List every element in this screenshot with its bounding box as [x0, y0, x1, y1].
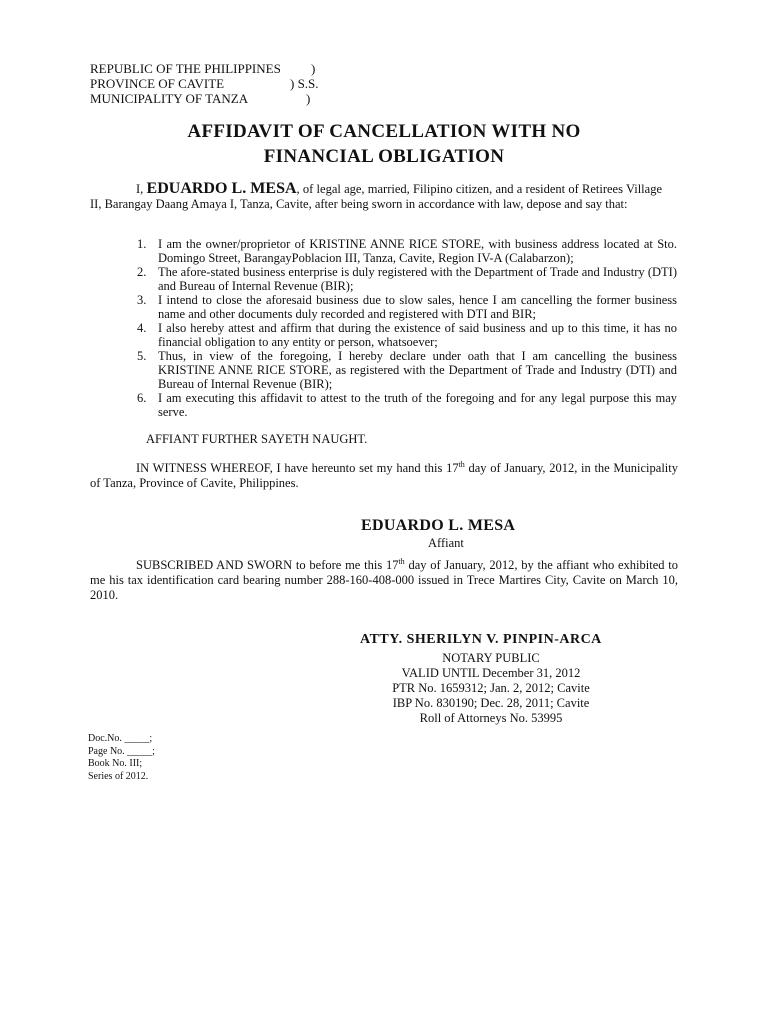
- intro-prefix: I,: [136, 182, 147, 196]
- statement-list: [131, 237, 677, 419]
- notarial-register-info: [88, 733, 155, 783]
- witness-text-after: day of January, 2012, in the Municipality of Tanza, Province of Cavite, Philippines.: [90, 461, 678, 490]
- caption-row-3: [90, 91, 311, 106]
- list-item-text: The afore-stated business enterprise is duly registered with the Department of Trade and Industry (DTI) and Bureau of Internal Revenue (BIR);: [158, 265, 677, 293]
- venue-caption: [90, 61, 319, 106]
- caption-bracket-2: ) S.S.: [290, 76, 319, 91]
- notary-ptr: PTR No. 1659312; Jan. 2, 2012; Cavite: [392, 681, 590, 695]
- witness-text-before: IN WITNESS WHEREOF, I have hereunto set my hand this 17: [136, 461, 459, 475]
- book-number: Book No. III;: [88, 758, 143, 769]
- notary-valid-until: VALID UNTIL December 31, 2012: [401, 666, 581, 680]
- list-item-text: Thus, in view of the foregoing, I hereby declare under oath that I am cancelling the business KRISTINE ANNE RICE STORE, as registered with the Department of Trade and Industry (DTI) and Bureau of Internal Revenue (BIR);: [158, 349, 677, 391]
- notary-roll: Roll of Attorneys No. 53995: [419, 711, 563, 725]
- notary-name: ATTY. SHERILYN V. PINPIN-ARCA: [360, 632, 602, 647]
- document-title: [100, 119, 668, 169]
- list-item-text: I am the owner/proprietor of KRISTINE ANNE RICE STORE, with business address located at Sto. Domingo Street, BarangayPoblacion III, Tanza, Cavite, Region IV-A (Calabarzon);: [158, 237, 677, 265]
- further-sayeth: AFFIANT FURTHER SAYETH NAUGHT.: [146, 432, 368, 446]
- caption-bracket-3: ): [306, 91, 311, 106]
- jurat-text-before: SUBSCRIBED AND SWORN to before me this 17: [136, 558, 399, 572]
- list-item: [131, 391, 677, 419]
- caption-row-2: [90, 76, 319, 91]
- notary-details: [360, 651, 622, 726]
- doc-number: Doc.No. _____;: [88, 733, 153, 744]
- jurat-text-after: day of January, 2012, by the affiant who exhibited to me his tax identification card bearing number 288-160-408-000 issued in Trece Martires City, Cavite on March 10, 2010.: [90, 558, 678, 602]
- witness-paragraph: [90, 461, 678, 491]
- jurat-ordinal: th: [398, 557, 405, 566]
- list-item-number: 6.: [137, 391, 147, 405]
- list-item-number: 1.: [137, 237, 147, 251]
- intro-text: , of legal age, married, Filipino citizen, and a resident of Retirees Village II, Barangay Daang Amaya I, Tanza, Cavite, after being sworn in accordance with law, depose and say that:: [90, 182, 662, 211]
- list-item-number: 4.: [137, 321, 147, 335]
- witness-ordinal: th: [458, 460, 465, 469]
- caption-province: PROVINCE OF CAVITE: [90, 76, 225, 91]
- list-item-text: I am executing this affidavit to attest to the truth of the foregoing and for any legal purpose this may serve.: [158, 391, 677, 419]
- list-item-text: I intend to close the aforesaid business due to slow sales, hence I am cancelling the former business name and other documents duly recorded and registered with DTI and BIR;: [158, 293, 677, 321]
- affiant-name-inline: EDUARDO L. MESA: [146, 180, 297, 197]
- list-item: [131, 321, 677, 349]
- jurat-paragraph: [90, 558, 678, 603]
- caption-row-1: [90, 61, 316, 76]
- notary-title: NOTARY PUBLIC: [442, 651, 540, 665]
- list-item: [131, 237, 677, 265]
- list-item-number: 2.: [137, 265, 147, 279]
- caption-republic: REPUBLIC OF THE PHILIPPINES: [90, 61, 281, 76]
- series-year: Series of 2012.: [88, 770, 149, 782]
- title-line-1: AFFIDAVIT OF CANCELLATION WITH NO: [187, 121, 581, 142]
- caption-bracket-1: ): [311, 61, 316, 76]
- intro-paragraph: [90, 181, 662, 212]
- caption-municipality: MUNICIPALITY OF TANZA: [90, 91, 249, 106]
- title-line-2: FINANCIAL OBLIGATION: [263, 146, 505, 167]
- list-item-number: 5.: [137, 349, 147, 363]
- list-item: [131, 265, 677, 293]
- notary-ibp: IBP No. 830190; Dec. 28, 2011; Cavite: [392, 696, 590, 710]
- page-number: Page No. _____;: [88, 745, 155, 757]
- list-item: [131, 349, 677, 391]
- affiant-label: Affiant: [428, 536, 464, 550]
- affiant-signature-name: EDUARDO L. MESA: [361, 517, 516, 534]
- list-item: [131, 293, 677, 321]
- list-item-number: 3.: [137, 293, 147, 307]
- list-item-text: I also hereby attest and affirm that during the existence of said business and up to this time, it has no financial obligation to any entity or person, whatsoever;: [158, 321, 677, 349]
